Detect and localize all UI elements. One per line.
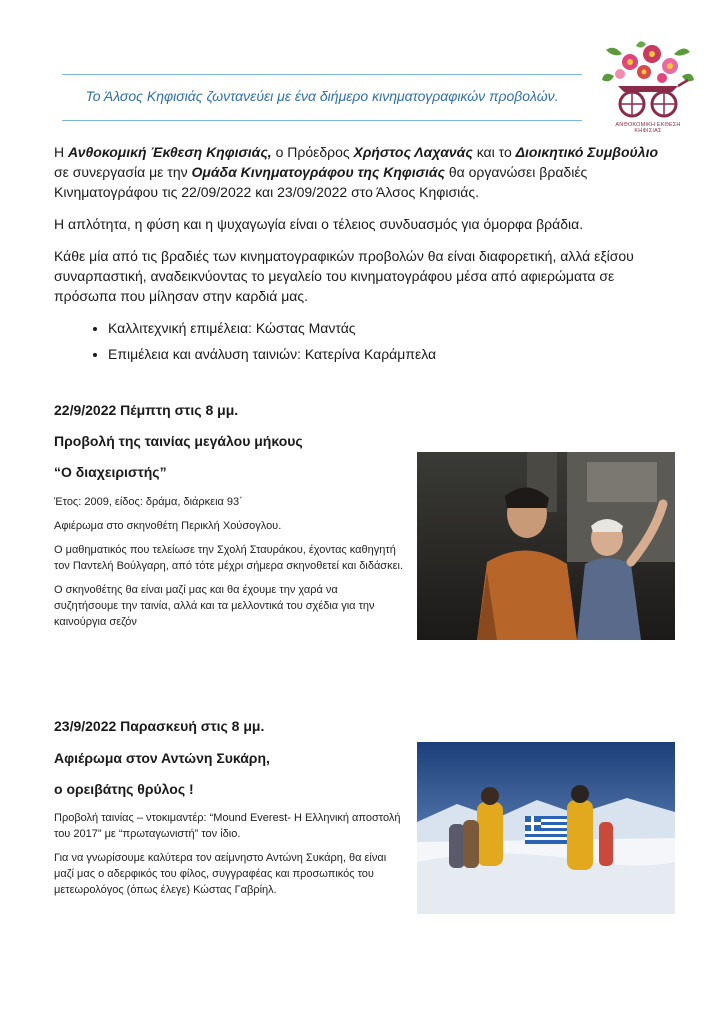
intro-paragraph-2: Η απλότητα, η φύση και η ψυχαγωγία είναι ο τέλειος συνδυασμός για όμορφα βράδια. [54,216,584,232]
header-tagline: Το Άλσος Κηφισιάς ζωντανεύει με ένα διήμερο κινηματογραφικών προβολών. [85,88,559,104]
event2-subheading: ο ορειβάτης θρύλος ! [54,781,194,797]
event1-title: “Ο διαχειριστής” [54,464,167,480]
everest-summit-photo [417,742,675,914]
intro-p1-g: σε συνεργασία με την [54,164,192,180]
event1-info: Έτος: 2009, είδος: δράμα, διάρκεια 93΄ [54,496,243,508]
logo-caption-line-1: ΑΝΘΟΚΟΜΙΚΗ ΕΚΘΕΣΗ [615,122,681,128]
event1-details [54,494,404,638]
event2-heading: Αφιέρωμα στον Αντώνη Συκάρη, [54,750,270,766]
event1-heading: Προβολή της ταινίας μεγάλου μήκους [54,433,303,449]
event2-date: 23/9/2022 Παρασκευή στις 8 μμ. [54,718,265,734]
header-rule-bottom [62,120,582,121]
intro-paragraph-1 [54,142,674,202]
event1-date: 22/9/2022 Πέμπτη στις 8 μμ. [54,402,239,418]
intro-p1-film-group: Ομάδα Κινηματογράφου της Κηφισιάς [191,164,445,180]
intro-p1-exhibition: Ανθοκομική Έκθεση Κηφισιάς, [68,144,272,160]
event2-details [54,810,404,906]
intro-section [54,142,674,370]
intro-p1-i: θα οργανώσει βραδιές Κινηματογράφου τις 22/09/2022 και 23/09/2022 στο Άλσος Κηφισιάς. [54,164,588,200]
intro-paragraph-3: Κάθε μία από τις βραδιές των κινηματογραφικών προβολών θα είναι διαφορετική, αλλά εξίσου συναρπαστική, αναδεικνύοντας το μεγαλείο του κινηματογράφου μέσα από αφιερώματα σε πρόσωπα που μίλησαν στην καρδιά μας. [54,248,634,304]
logo-caption-line-2: ΚΗΦΙΣΙΑΣ [634,128,662,134]
credit-item-artistic: • Καλλιτεχνική επιμέλεια: Κώστας Μαντάς [108,318,674,338]
intro-p1-a: Η [54,144,68,160]
intro-p1-c: ο Πρόεδρος [271,144,354,160]
intro-p1-e: και το [472,144,516,160]
credits-list [54,318,674,364]
event1-note: Ο σκηνοθέτης θα είναι μαζί μας και θα έχουμε την χαρά να συζητήσουμε την ταινία, αλλά και τα μελλοντικά του σχέδια για την καινούργια σεζόν [54,584,375,628]
intro-p1-president: Χρήστος Λαχανάς [353,144,473,160]
event1-tribute: Αφιέρωμα στο σκηνοθέτη Περικλή Χούσογλου. [54,520,282,532]
event2-film: Προβολή ταινίας – ντοκιμαντέρ: “Mound Everest- Η Ελληνική αποστολή του 2017” με “πρωταγωνιστή” τον ίδιο. [54,812,401,840]
logo-caption [600,122,696,134]
event1-bio: Ο μαθηματικός που τελείωσε την Σχολή Σταυράκου, έχοντας καθηγητή τον Παντελή Βούλγαρη, από τότε μέχρι σήμερα σκηνοθετεί και διδάσκει. [54,544,403,572]
flower-cart-logo-icon [600,40,696,134]
film-still-photo [417,452,675,640]
credit-item-films: • Επιμέλεια και ανάλυση ταινιών: Κατερίνα Καράμπελα [108,344,674,364]
header-rule-top [62,74,582,75]
intro-p1-board: Διοικητικό Συμβούλιο [515,144,659,160]
event2-note: Για να γνωρίσουμε καλύτερα τον αείμνηστο Αντώνη Συκάρη, θα είναι μαζί μας ο αδερφικός του φίλος, συγγραφέας και προσωπικός του μετεωρολόγος (όπως έλεγε) Κώστας Γαβρίηλ. [54,852,387,896]
